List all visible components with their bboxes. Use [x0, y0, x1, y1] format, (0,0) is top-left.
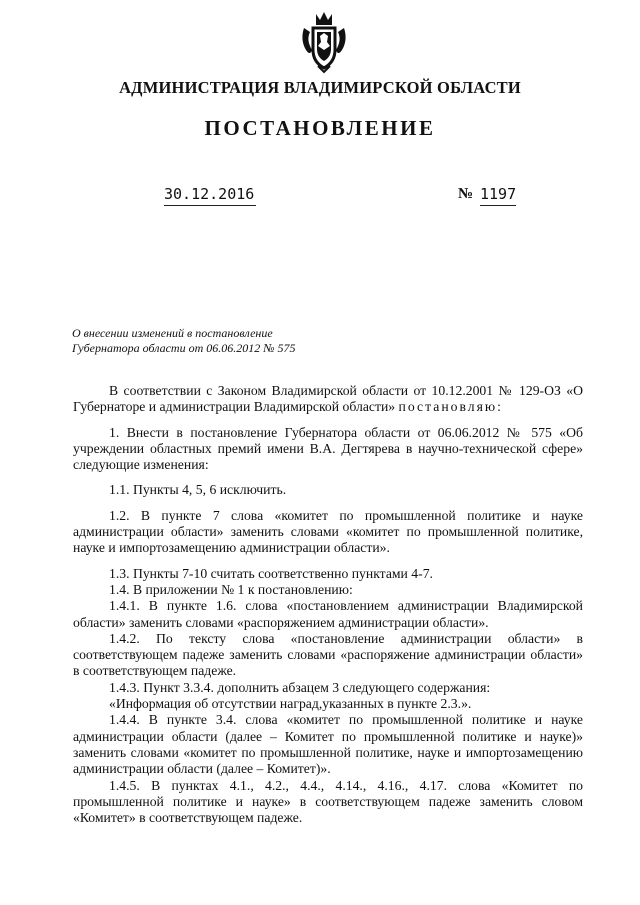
paragraph-1-2: 1.2. В пункте 7 слова «комитет по промышленной политике и науке администрации области» заменить словами «комитет по промышленной политике, науке и импортозамещению администрации области».: [73, 507, 583, 556]
document-type-title: ПОСТАНОВЛЕНИЕ: [204, 116, 436, 140]
preamble-action: постановляю:: [398, 399, 503, 415]
paragraph-1-4-5: 1.4.5. В пунктах 4.1., 4.2., 4.4., 4.14., 4.16., 4.17. слова «Комитет по промышленной политике и науке» в соответствующем падеже заменить словом «Комитет» в соответствующем падеже.: [73, 777, 583, 826]
number-label: №: [458, 186, 474, 202]
document-number: 1197: [480, 185, 516, 206]
preamble-text: В соответствии с Законом Владимирской области от 10.12.2001 № 129-ОЗ «О Губернаторе и администрации Владимирской области»: [73, 383, 583, 415]
document-body: [73, 383, 583, 826]
subject-line: Губернатора области от 06.06.2012 № 575: [72, 341, 296, 355]
paragraph-1-4-4: 1.4.4. В пункте 3.4. слова «комитет по промышленной политике и науке администрации области (далее – Комитет по промышленной политике и науке)» заменить словами «комитет по промышленной политике, науке и импортозамещению администрации области (далее – Комитет)».: [73, 712, 583, 777]
document-subject: [72, 326, 372, 356]
coat-of-arms-icon: [298, 10, 350, 74]
preamble-paragraph: [73, 383, 583, 416]
organization-title: АДМИНИСТРАЦИЯ ВЛАДИМИРСКОЙ ОБЛАСТИ: [119, 78, 521, 97]
paragraph-1-4: 1.4. В приложении № 1 к постановлению:: [109, 581, 353, 597]
paragraph-1-3: 1.3. Пункты 7-10 считать соответственно пунктами 4-7.: [109, 565, 433, 581]
paragraph-1-1: 1.1. Пункты 4, 5, 6 исключить.: [109, 482, 287, 498]
paragraph-1-4-3: 1.4.3. Пункт 3.3.4. дополнить абзацем 3 следующего содержания:: [109, 679, 491, 695]
paragraph-1-4-3-quote: «Информация об отсутствии наград,указанных в пункте 2.3.».: [109, 696, 472, 712]
paragraph-1-4-2: 1.4.2. По тексту слова «постановление администрации области» в соответствующем падеже заменить словами «распоряжение администрации области» в соответствующем падеже.: [73, 630, 583, 679]
document-date: 30.12.2016: [164, 185, 256, 206]
paragraph-1: 1. Внести в постановление Губернатора области от 06.06.2012 № 575 «Об учреждении областных премий имени В.А. Дегтярева в научно-технической сфере» следующие изменения:: [73, 424, 583, 473]
paragraph-1-4-1: 1.4.1. В пункте 1.6. слова «постановлением администрации Владимирской области» заменить словами «распоряжением администрации области».: [73, 598, 583, 630]
subject-line: О внесении изменений в постановление: [72, 326, 273, 340]
